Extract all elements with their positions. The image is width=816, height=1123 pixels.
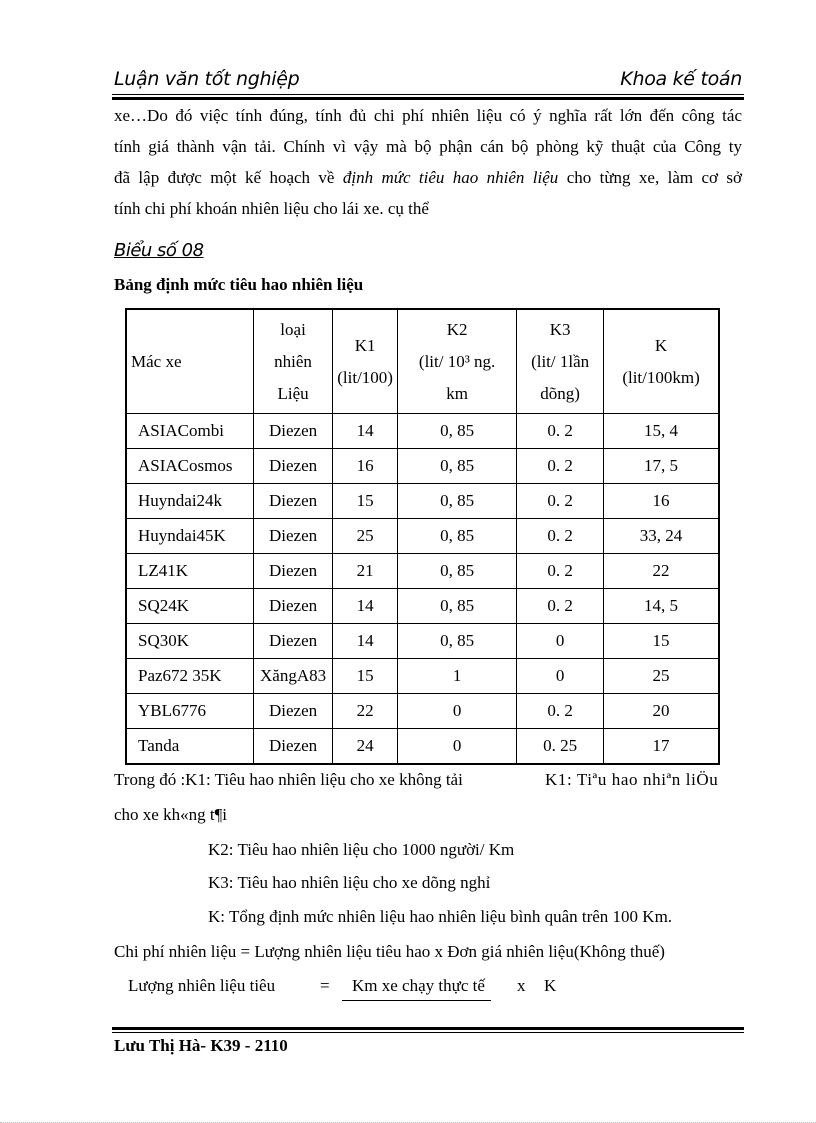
cell-fuel: Diezen [254, 554, 333, 589]
note-k1: Trong đó :K1: Tiêu hao nhiên liệu cho xe không tải [114, 770, 463, 789]
table-row [126, 519, 719, 554]
cell-k2: 0, 85 [398, 589, 517, 624]
cell-mac-xe: SQ30K [126, 624, 254, 659]
header-text: K [654, 335, 668, 355]
cell-mac-xe: Tanda [126, 729, 254, 765]
header-left: Luận văn tốt nghiệp [114, 68, 300, 90]
cell-k3: 0. 2 [517, 449, 604, 484]
formula-fuel-amount-lhs: Lượng nhiên liệu tiêu [128, 976, 276, 995]
cell-k: 17, 5 [604, 449, 719, 484]
formula-k: K [544, 976, 557, 995]
cell-k1: 22 [333, 694, 398, 729]
cell-mac-xe: YBL6776 [126, 694, 254, 729]
cell-mac-xe: Huyndai24k [126, 484, 254, 519]
header-text: (lit/100km) [622, 367, 700, 387]
cell-k2: 0, 85 [398, 414, 517, 449]
cell-fuel: Diezen [254, 694, 333, 729]
cell-k3: 0. 2 [517, 554, 604, 589]
header-text: (lit/100) [337, 367, 393, 387]
table-header-row [126, 309, 719, 414]
cell-fuel: XăngA83 [254, 659, 333, 694]
cell-mac-xe: Paz672 35K [126, 659, 254, 694]
paragraph-text: cho từng xe, làm cơ sở [558, 168, 742, 187]
paragraph-text: đã lập được một kế hoạch về [114, 168, 343, 187]
cell-fuel: Diezen [254, 519, 333, 554]
header-loai-nhien-lieu [254, 309, 333, 414]
header-mac-xe [126, 309, 254, 414]
cell-k3: 0 [517, 624, 604, 659]
header-text: (lit/ 10³ ng. [418, 351, 496, 371]
cell-k3: 0. 2 [517, 694, 604, 729]
paragraph-line: xe…Do đó việc tính đúng, tính đủ chi phí nhiên liệu có ý nghĩa rất lớn đến công tác [114, 106, 742, 125]
cell-k: 17 [604, 729, 719, 765]
paragraph-line: tính giá thành vận tải. Chính vì vậy mà bộ phận cán bộ phòng kỹ thuật của Công ty [114, 137, 742, 156]
cell-k2: 0, 85 [398, 484, 517, 519]
note-k: K: Tổng định mức nhiên liệu hao nhiên liệu bình quân trên 100 Km. [208, 907, 673, 926]
header-text: K1 [354, 335, 376, 355]
cell-k1: 15 [333, 484, 398, 519]
header-text: loại [280, 319, 306, 339]
cell-mac-xe: SQ24K [126, 589, 254, 624]
header-text: K2 [446, 319, 468, 339]
table-caption: Biểu số 08 [114, 240, 204, 261]
cell-mac-xe: LZ41K [126, 554, 254, 589]
cell-k1: 24 [333, 729, 398, 765]
table-row [126, 414, 719, 449]
table-row [126, 694, 719, 729]
cell-k2: 0, 85 [398, 554, 517, 589]
cell-fuel: Diezen [254, 449, 333, 484]
cell-k: 15 [604, 624, 719, 659]
cell-k2: 0, 85 [398, 624, 517, 659]
cell-k: 15, 4 [604, 414, 719, 449]
cell-k: 22 [604, 554, 719, 589]
header-text: Mác xe [131, 351, 182, 371]
intro-paragraph [114, 100, 742, 224]
cell-mac-xe: Huyndai45K [126, 519, 254, 554]
cell-fuel: Diezen [254, 484, 333, 519]
header-text: (lit/ 1lần [531, 351, 590, 371]
note-k1-garbled-cont: cho xe kh«ng t¶i [114, 805, 227, 824]
note-k2: K2: Tiêu hao nhiên liệu cho 1000 người/ Km [208, 840, 515, 859]
formula-numerator: Km xe chạy thực tế [342, 976, 491, 1001]
cell-k1: 14 [333, 589, 398, 624]
header-text: nhiên [274, 351, 312, 371]
footer-author: Lưu Thị Hà- K39 - 2110 [114, 1036, 288, 1055]
cell-k2: 0 [398, 694, 517, 729]
header-right: Khoa kế toán [620, 68, 742, 90]
cell-k1: 25 [333, 519, 398, 554]
table-title: Bảng định mức tiêu hao nhiên liệu [114, 275, 364, 294]
header-text: dõng) [540, 383, 580, 403]
cell-k: 20 [604, 694, 719, 729]
cell-k3: 0 [517, 659, 604, 694]
cell-k: 14, 5 [604, 589, 719, 624]
cell-k2: 1 [398, 659, 517, 694]
cell-k3: 0. 25 [517, 729, 604, 765]
table-row [126, 729, 719, 765]
cell-k: 16 [604, 484, 719, 519]
paragraph-emphasis: định mức tiêu hao nhiên liệu [342, 168, 559, 187]
header-k1 [333, 309, 398, 414]
cell-k3: 0. 2 [517, 414, 604, 449]
cell-fuel: Diezen [254, 624, 333, 659]
cell-k1: 14 [333, 624, 398, 659]
footer-rule-thick [112, 1027, 744, 1030]
formula-fuel-cost: Chi phí nhiên liệu = Lượng nhiên liệu tiêu hao x Đơn giá nhiên liệu(Không thuế) [114, 942, 665, 961]
cell-fuel: Diezen [254, 729, 333, 765]
header-k3 [517, 309, 604, 414]
note-k3: K3: Tiêu hao nhiên liệu cho xe dõng nghỉ [208, 873, 491, 892]
cell-k: 25 [604, 659, 719, 694]
header-k2 [398, 309, 517, 414]
cell-fuel: Diezen [254, 414, 333, 449]
formula-equals: = [320, 976, 330, 995]
cell-k3: 0. 2 [517, 589, 604, 624]
cell-mac-xe: ASIACombi [126, 414, 254, 449]
cell-k2: 0 [398, 729, 517, 765]
header-text: km [446, 383, 468, 403]
paragraph-line: tính chi phí khoán nhiên liệu cho lái xe. cụ thể [114, 199, 429, 218]
cell-k2: 0, 85 [398, 449, 517, 484]
footer-rule-thin [112, 1032, 744, 1033]
cell-k3: 0. 2 [517, 484, 604, 519]
formula-times: x [517, 976, 526, 995]
table-row [126, 484, 719, 519]
cell-k2: 0, 85 [398, 519, 517, 554]
table-row [126, 449, 719, 484]
cell-k1: 14 [333, 414, 398, 449]
header-k [604, 309, 719, 414]
table-row [126, 659, 719, 694]
cell-mac-xe: ASIACosmos [126, 449, 254, 484]
fuel-norm-table [125, 308, 720, 765]
table-row [126, 554, 719, 589]
cell-k3: 0. 2 [517, 519, 604, 554]
cell-k1: 16 [333, 449, 398, 484]
table-row [126, 624, 719, 659]
table-row [126, 589, 719, 624]
cell-fuel: Diezen [254, 589, 333, 624]
header-rule-thin [112, 94, 744, 95]
header-text: Liệu [277, 383, 309, 403]
cell-k1: 15 [333, 659, 398, 694]
cell-k1: 21 [333, 554, 398, 589]
paragraph-line [114, 162, 742, 193]
header-text: K3 [549, 319, 571, 339]
note-k1-garbled: K1: Tiªu hao nhiªn liÖu [545, 770, 719, 789]
cell-k: 33, 24 [604, 519, 719, 554]
